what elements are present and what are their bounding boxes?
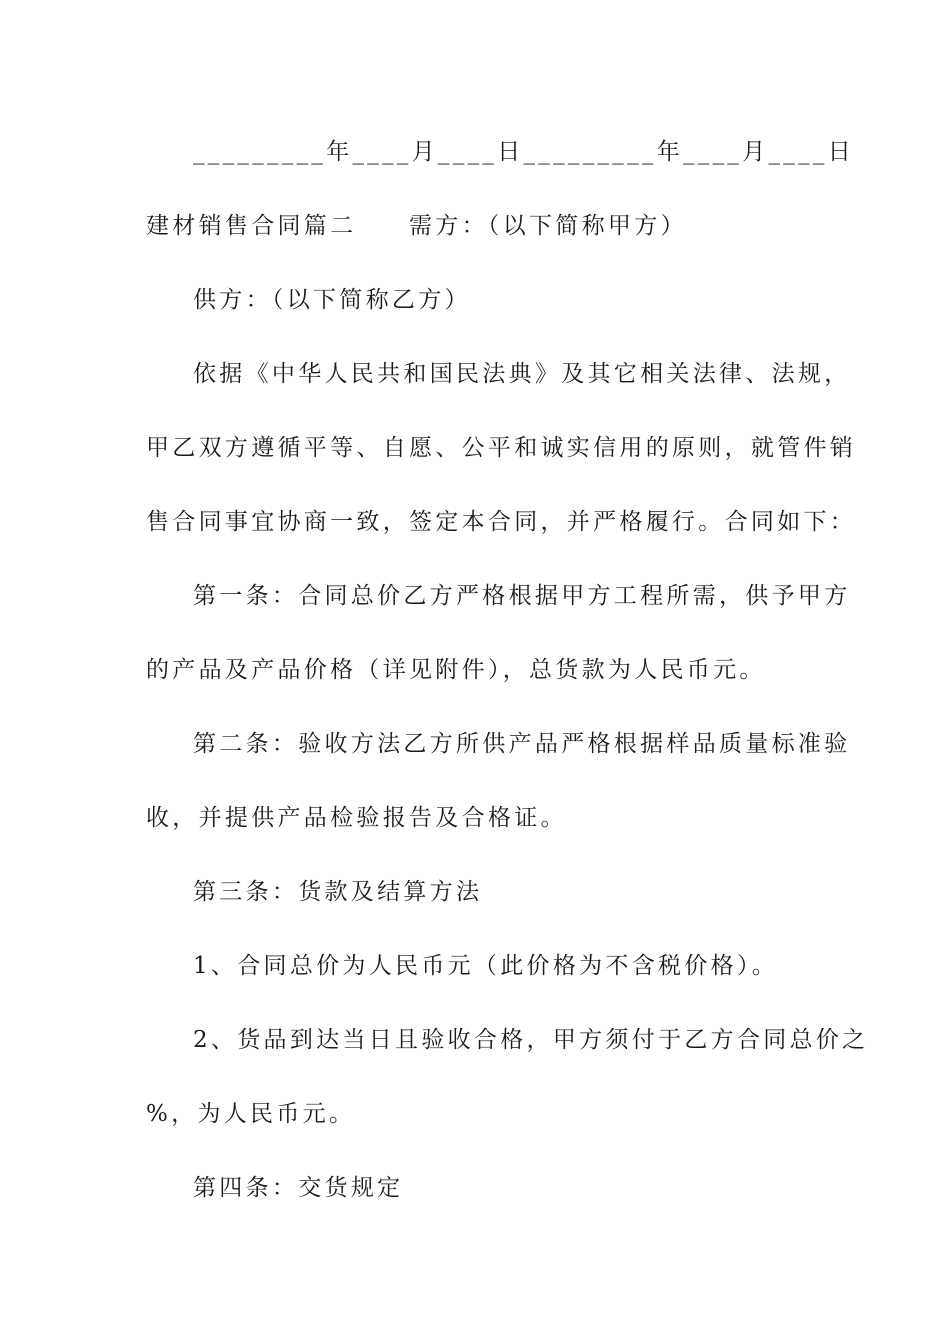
paragraph-line: %，为人民币元。 [146,1101,356,1127]
article-two-line: 第二条：验收方法乙方所供产品严格根据样品质量标准验 [193,731,851,757]
article-three-heading: 第三条：货款及结算方法 [193,879,483,905]
paragraph-line: 收，并提供产品检验报告及合格证。 [146,805,567,831]
signature-date-line: _________年____月____日_________年____月____日 [193,139,854,165]
section-heading: 建材销售合同篇二 需方：（以下简称甲方） [146,213,687,239]
article-four-heading: 第四条：交货规定 [193,1175,404,1201]
paragraph-line: 售合同事宜协商一致，签定本合同，并严格履行。合同如下： [146,509,857,535]
article-one-line: 第一条：合同总价乙方严格根据甲方工程所需，供予甲方 [193,583,851,609]
paragraph-line: 供方：（以下简称乙方） [193,287,471,313]
clause-item-1: 1、合同总价为人民币元（此价格为不含税价格）。 [193,953,779,979]
paragraph-line: 甲乙双方遵循平等、自愿、公平和诚实信用的原则，就管件销 [146,435,857,461]
paragraph-line: 依据《中华人民共和国民法典》及其它相关法律、法规， [193,361,851,387]
paragraph-line: 的产品及产品价格（详见附件），总货款为人民币元。 [146,657,766,683]
clause-item-2: 2、货品到达当日且验收合格，甲方须付于乙方合同总价之 [193,1027,869,1053]
